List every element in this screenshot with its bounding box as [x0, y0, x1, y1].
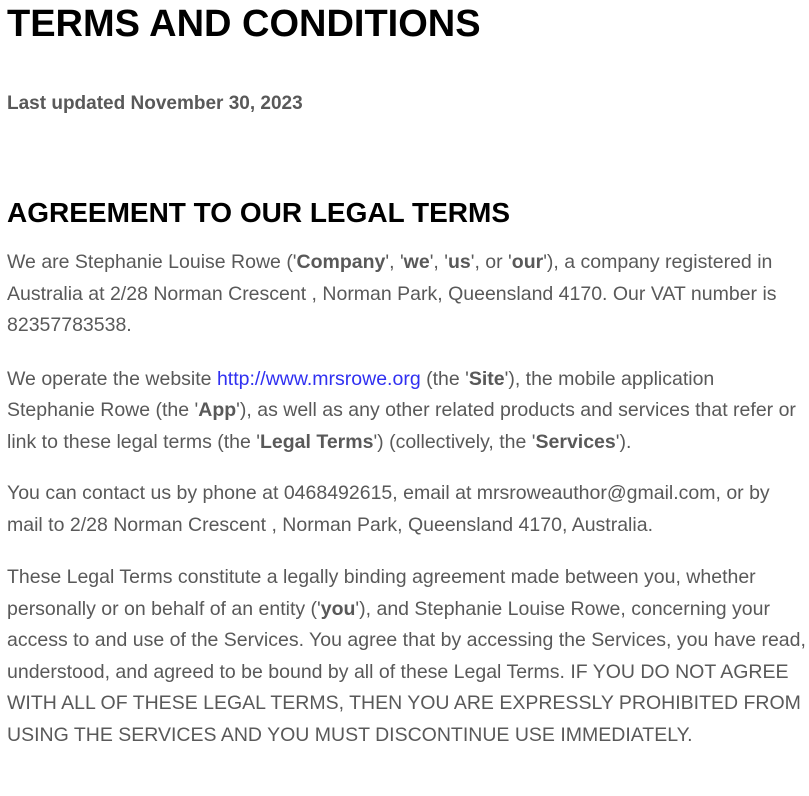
- bold-term-legal-terms: Legal Terms: [260, 430, 374, 453]
- bold-term-you: you: [320, 597, 356, 620]
- text-span: '), as well as any other related products and services that refer or link to these legal terms (the ': [7, 399, 796, 453]
- text-span: ', or ': [470, 251, 512, 273]
- paragraph-company-info: [7, 247, 807, 342]
- last-updated-date: Last updated November 30, 2023: [7, 93, 303, 114]
- text-span: '), and Stephanie Louise Rowe, concerning your access to and use of the Services. You agree that by accessing the Services, you have read, understood, and agreed to be bound by all of these Legal Terms. IF YOU DO NOT AGREE WITH ALL OF THESE LEGAL TERMS, THEN YOU ARE EXPRESSLY PROHIBITED FROM USING THE SERVICES AND YOU MUST DISCONTINUE USE IMMEDIATELY.: [7, 597, 806, 746]
- bold-term-app: App: [198, 399, 237, 421]
- page-title: TERMS AND CONDITIONS: [7, 3, 481, 45]
- text-span: We are Stephanie Louise Rowe (': [7, 251, 297, 273]
- text-span: '), a company registered in Australia at 2/28 Norman Crescent , Norman Park, Queensland 4170. Our VAT number is 82357783538.: [7, 251, 777, 336]
- text-span: (the ': [420, 367, 469, 390]
- bold-term-company: Company: [296, 251, 386, 273]
- text-span: These Legal Terms constitute a legally binding agreement made between you, whether personally or on behalf of an entity (': [7, 566, 756, 620]
- bold-term-us: us: [447, 251, 471, 273]
- bold-term-services: Services: [535, 430, 616, 453]
- paragraph-contact: You can contact us by phone at 0468492615, email at mrsroweauthor@gmail.com, or by mail to 2/28 Norman Crescent , Norman Park, Queensland 4170, Australia.: [7, 482, 770, 536]
- text-span: ', ': [429, 251, 448, 273]
- text-span: We operate the website: [7, 367, 217, 390]
- paragraph-binding-agreement: [7, 562, 807, 751]
- text-span: ').: [615, 430, 632, 453]
- text-span: '), the mobile application Stephanie Rowe (the ': [7, 367, 715, 421]
- text-span: ', ': [385, 251, 404, 273]
- text-span: ') (collectively, the ': [373, 430, 536, 453]
- bold-term-our: our: [511, 251, 544, 273]
- bold-term-site: Site: [468, 367, 505, 390]
- paragraph-services: [7, 364, 807, 459]
- bold-term-we: we: [403, 251, 430, 273]
- website-link[interactable]: http://www.mrsrowe.org: [216, 367, 421, 390]
- section-heading-agreement: AGREEMENT TO OUR LEGAL TERMS: [7, 197, 510, 228]
